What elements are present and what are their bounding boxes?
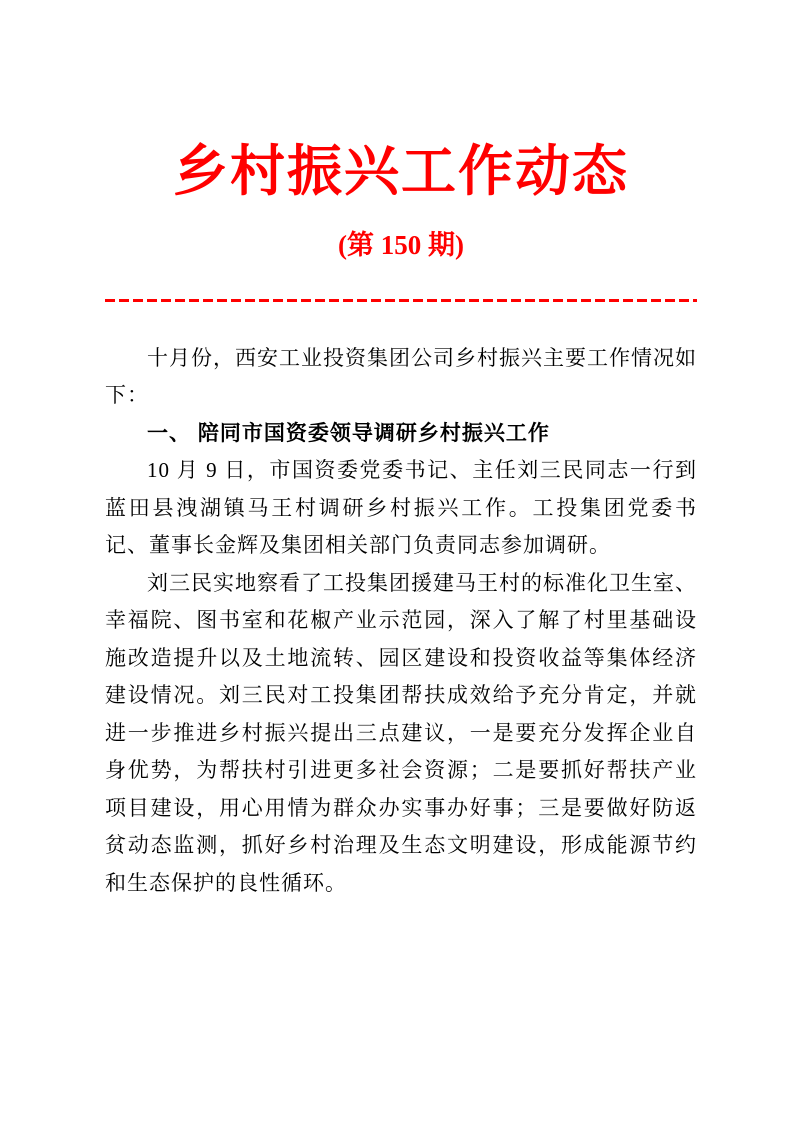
document-content — [0, 140, 794, 902]
document-body — [105, 340, 697, 903]
document-title: 乡村振兴工作动态 — [172, 141, 629, 202]
paragraph-inspection: 刘三民实地察看了工投集团援建马王村的标准化卫生室、幸福院、图书室和花椒产业示范园，深入了解了村里基础设施改造提升以及土地流转、园区建设和投资收益等集体经济建设情况。刘三民对工投集团帮扶成效给予充分肯定，并就进一步推进乡村振兴提出三点建议，一是要充分发挥企业自身优势，为帮扶村引进更多社会资源；二是要抓好帮扶产业项目建设，用心用情为群众办实事办好事；三是要做好防返贫动态监测，抓好乡村治理及生态文明建设，形成能源节约和生态保护的良性循环。 — [105, 570, 697, 895]
issue-number: (第 150 期) — [338, 230, 464, 261]
dashed-separator — [105, 299, 697, 302]
intro-paragraph: 十月份，西安工业投资集团公司乡村振兴主要工作情况如下： — [105, 345, 697, 408]
paragraph-visit: 10 月 9 日，市国资委党委书记、主任刘三民同志一行到蓝田县洩湖镇马王村调研乡村振兴工作。工投集团党委书记、董事长金辉及集团相关部门负责同志参加调研。 — [105, 458, 697, 558]
section-heading: 一、 陪同市国资委领导调研乡村振兴工作 — [147, 421, 550, 445]
